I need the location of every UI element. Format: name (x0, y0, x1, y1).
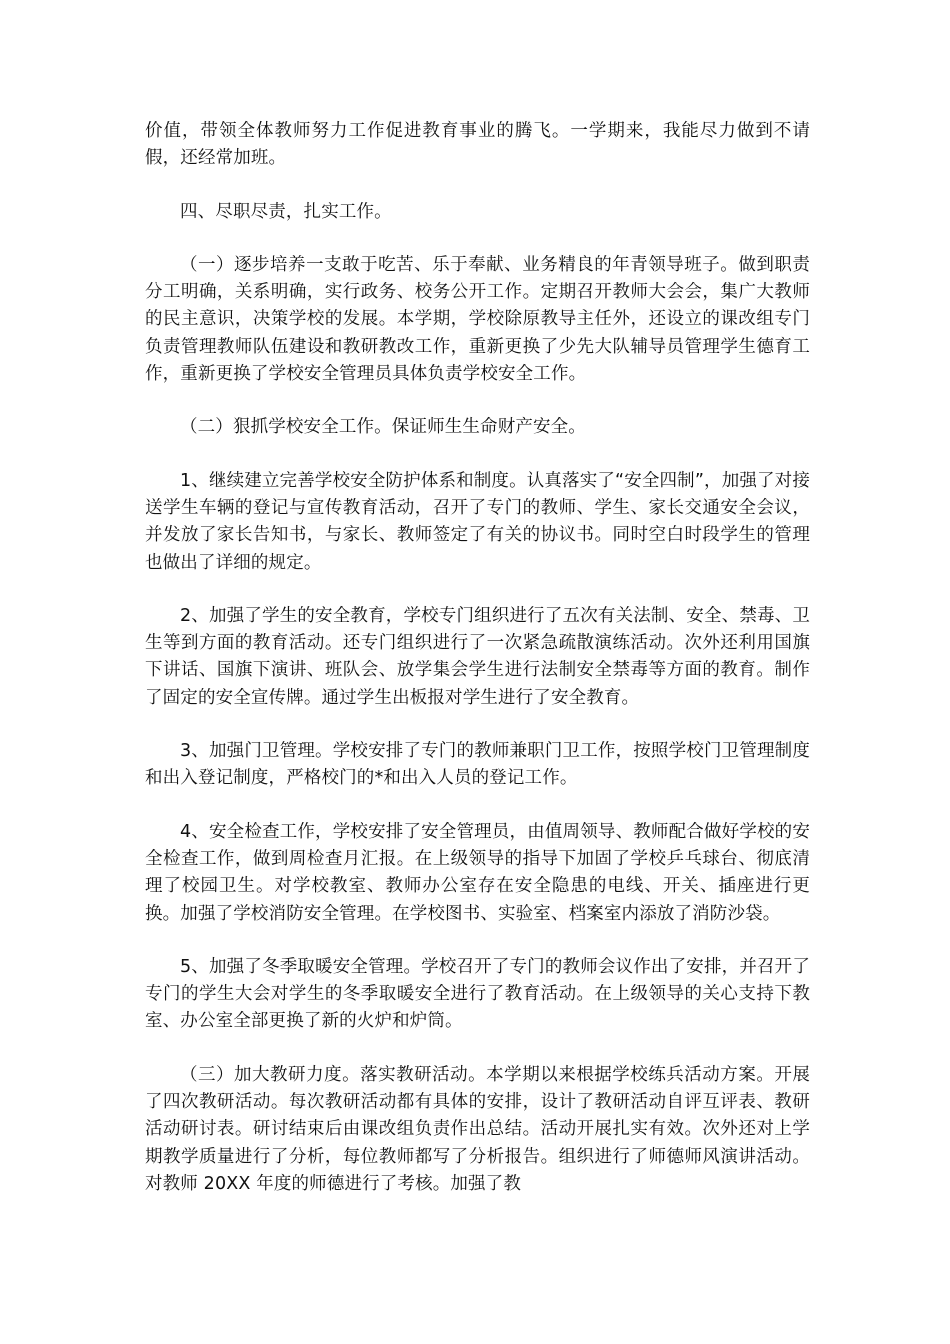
list-item-1-paragraph: 1、继续建立完善学校安全防护体系和制度。认真落实了“安全四制”，加强了对接送学生车辆的登记与宣传教育活动，召开了专门的教师、学生、家长交通安全会议，并发放了家长告知书，与家长、教师签定了有关的协议书。同时空白时段学生的管理也做出了详细的规定。 (145, 470, 810, 573)
list-item-3-paragraph: 3、加强门卫管理。学校安排了专门的教师兼职门卫工作，按照学校门卫管理制度和出入登记制度，严格校门的*和出入人员的登记工作。 (145, 741, 810, 789)
subsection-3-paragraph: （三）加大教研力度。落实教研活动。本学期以来根据学校练兵活动方案。开展了四次教研活动。每次教研活动都有具体的安排，设计了教研活动自评互评表、教研活动研讨表。研讨结束后由课改组负责作出总结。活动开展扎实有效。次外还对上学期教学质量进行了分析，每位教师都写了分析报告。组织进行了师德师风演讲活动。对教师 20XX 年度的师德进行了考核。加强了教 (145, 1064, 810, 1194)
section-heading-4: 四、尽职尽责，扎实工作。 (180, 201, 392, 222)
subsection-2-heading: （二）狠抓学校安全工作。保证师生生命财产安全。 (180, 417, 586, 438)
list-item-5-paragraph: 5、加强了冬季取暖安全管理。学校召开了专门的教师会议作出了安排，并召开了专门的学生大会对学生的冬季取暖安全进行了教育活动。在上级领导的关心支持下教室、办公室全部更换了新的火炉和炉筒。 (145, 956, 810, 1032)
subsection-1-paragraph: （一）逐步培养一支敢于吃苦、乐于奉献、业务精良的年青领导班子。做到职责分工明确，关系明确，实行政务、校务公开工作。定期召开教师大会会，集广大教师的民主意识，决策学校的发展。本学期，学校除原教导主任外，还设立的课改组专门负责管理教师队伍建设和教研教改工作，重新更换了少先大队辅导员管理学生德育工作，重新更换了学校安全管理员具体负责学校安全工作。 (145, 254, 810, 385)
list-item-4-paragraph: 4、安全检查工作，学校安排了安全管理员，由值周领导、教师配合做好学校的安全检查工作，做到周检查月汇报。在上级领导的指导下加固了学校乒乓球台、彻底清理了校园卫生。对学校教室、教师办公室存在安全隐患的电线、开关、插座进行更换。加强了学校消防安全管理。在学校图书、实验室、档案室内添放了消防沙袋。 (145, 821, 810, 924)
paragraph-continuation: 价值，带领全体教师努力工作促进教育事业的腾飞。一学期来，我能尽力做到不请假，还经常加班。 (145, 121, 810, 169)
document-body (145, 118, 810, 1224)
list-item-2-paragraph: 2、加强了学生的安全教育，学校专门组织进行了五次有关法制、安全、禁毒、卫生等到方面的教育活动。还专门组织进行了一次紧急疏散演练活动。次外还利用国旗下讲话、国旗下演讲、班队会、放学集会学生进行法制安全禁毒等方面的教育。制作了固定的安全宣传牌。通过学生出板报对学生进行了安全教育。 (145, 605, 810, 708)
